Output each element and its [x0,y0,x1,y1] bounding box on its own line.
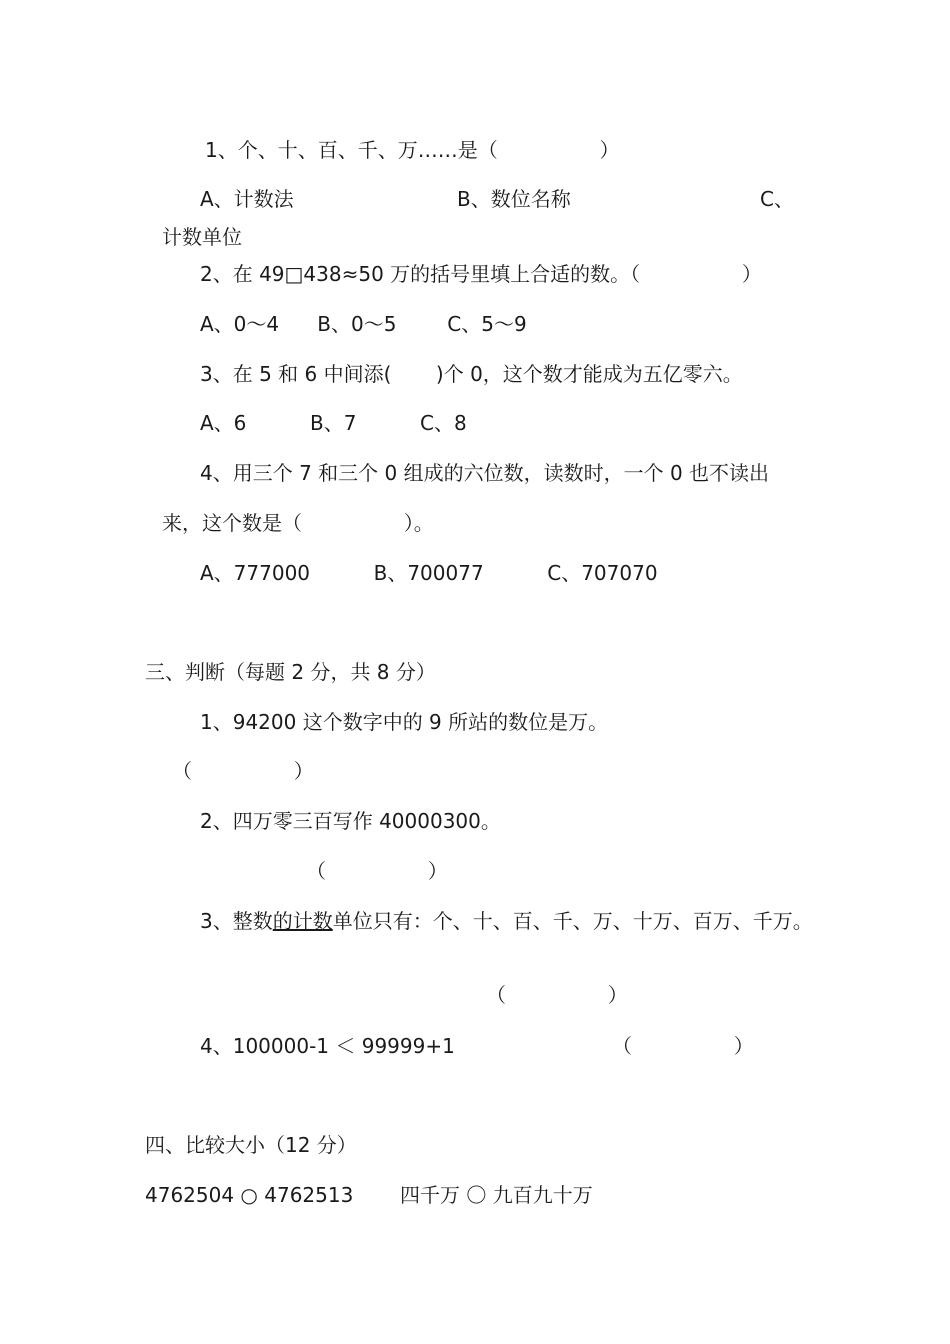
judge-q3-stem [200,909,813,933]
choice-q4-options: A、777000 B、700077 C、707070 [200,561,658,585]
choice-q1-option-c-head: C、 [760,187,794,211]
judge-q1-stem: 1、94200 这个数字中的 9 所站的数位是万。 [200,710,609,734]
compare-heading: 四、比较大小（12 分） [145,1133,357,1157]
choice-q2-stem: 2、在 49□438≈50 万的括号里填上合适的数。（ ） [200,262,762,286]
choice-q4-stem-line1: 4、用三个 7 和三个 0 组成的六位数，读数时，一个 0 也不读出 [200,461,770,485]
choice-q4-stem-line2: 来，这个数是（ ）。 [162,511,434,535]
choice-q3-options: A、6 B、7 C、8 [200,411,467,435]
judge-q2-answer-paren: （ ） [306,859,448,883]
judge-q3-stem-underlined: 的计数 [272,909,333,933]
compare-item-2: 四千万 〇 九百九十万 [400,1183,593,1207]
choice-q1-stem: 1、个、十、百、千、万……是（ ） [205,138,620,162]
judge-q4-stem: 4、100000-1 ＜ 99999+1 [200,1034,455,1058]
choice-q2-options: A、0～4 B、0～5 C、5～9 [200,312,527,336]
choice-q1-option-c-tail: 计数单位 [162,225,242,249]
choice-q1-option-a: A、计数法 [200,187,294,211]
choice-q3-stem: 3、在 5 和 6 中间添( )个 0，这个数才能成为五亿零六。 [200,362,743,386]
compare-item-1: 4762504 ○ 4762513 [145,1183,354,1207]
judge-heading: 三、判断（每题 2 分，共 8 分） [145,660,436,684]
judge-q4-answer-paren: （ ） [612,1034,754,1058]
judge-q3-answer-paren: （ ） [486,983,628,1007]
judge-q3-stem-post: 单位只有：个、十、百、千、万、十万、百万、千万。 [332,909,813,933]
judge-q3-stem-pre: 3、整数 [200,909,273,933]
judge-q1-answer-paren: （ ） [172,759,314,783]
choice-q1-option-b: B、数位名称 [457,187,571,211]
judge-q2-stem: 2、四万零三百写作 40000300。 [200,809,501,833]
